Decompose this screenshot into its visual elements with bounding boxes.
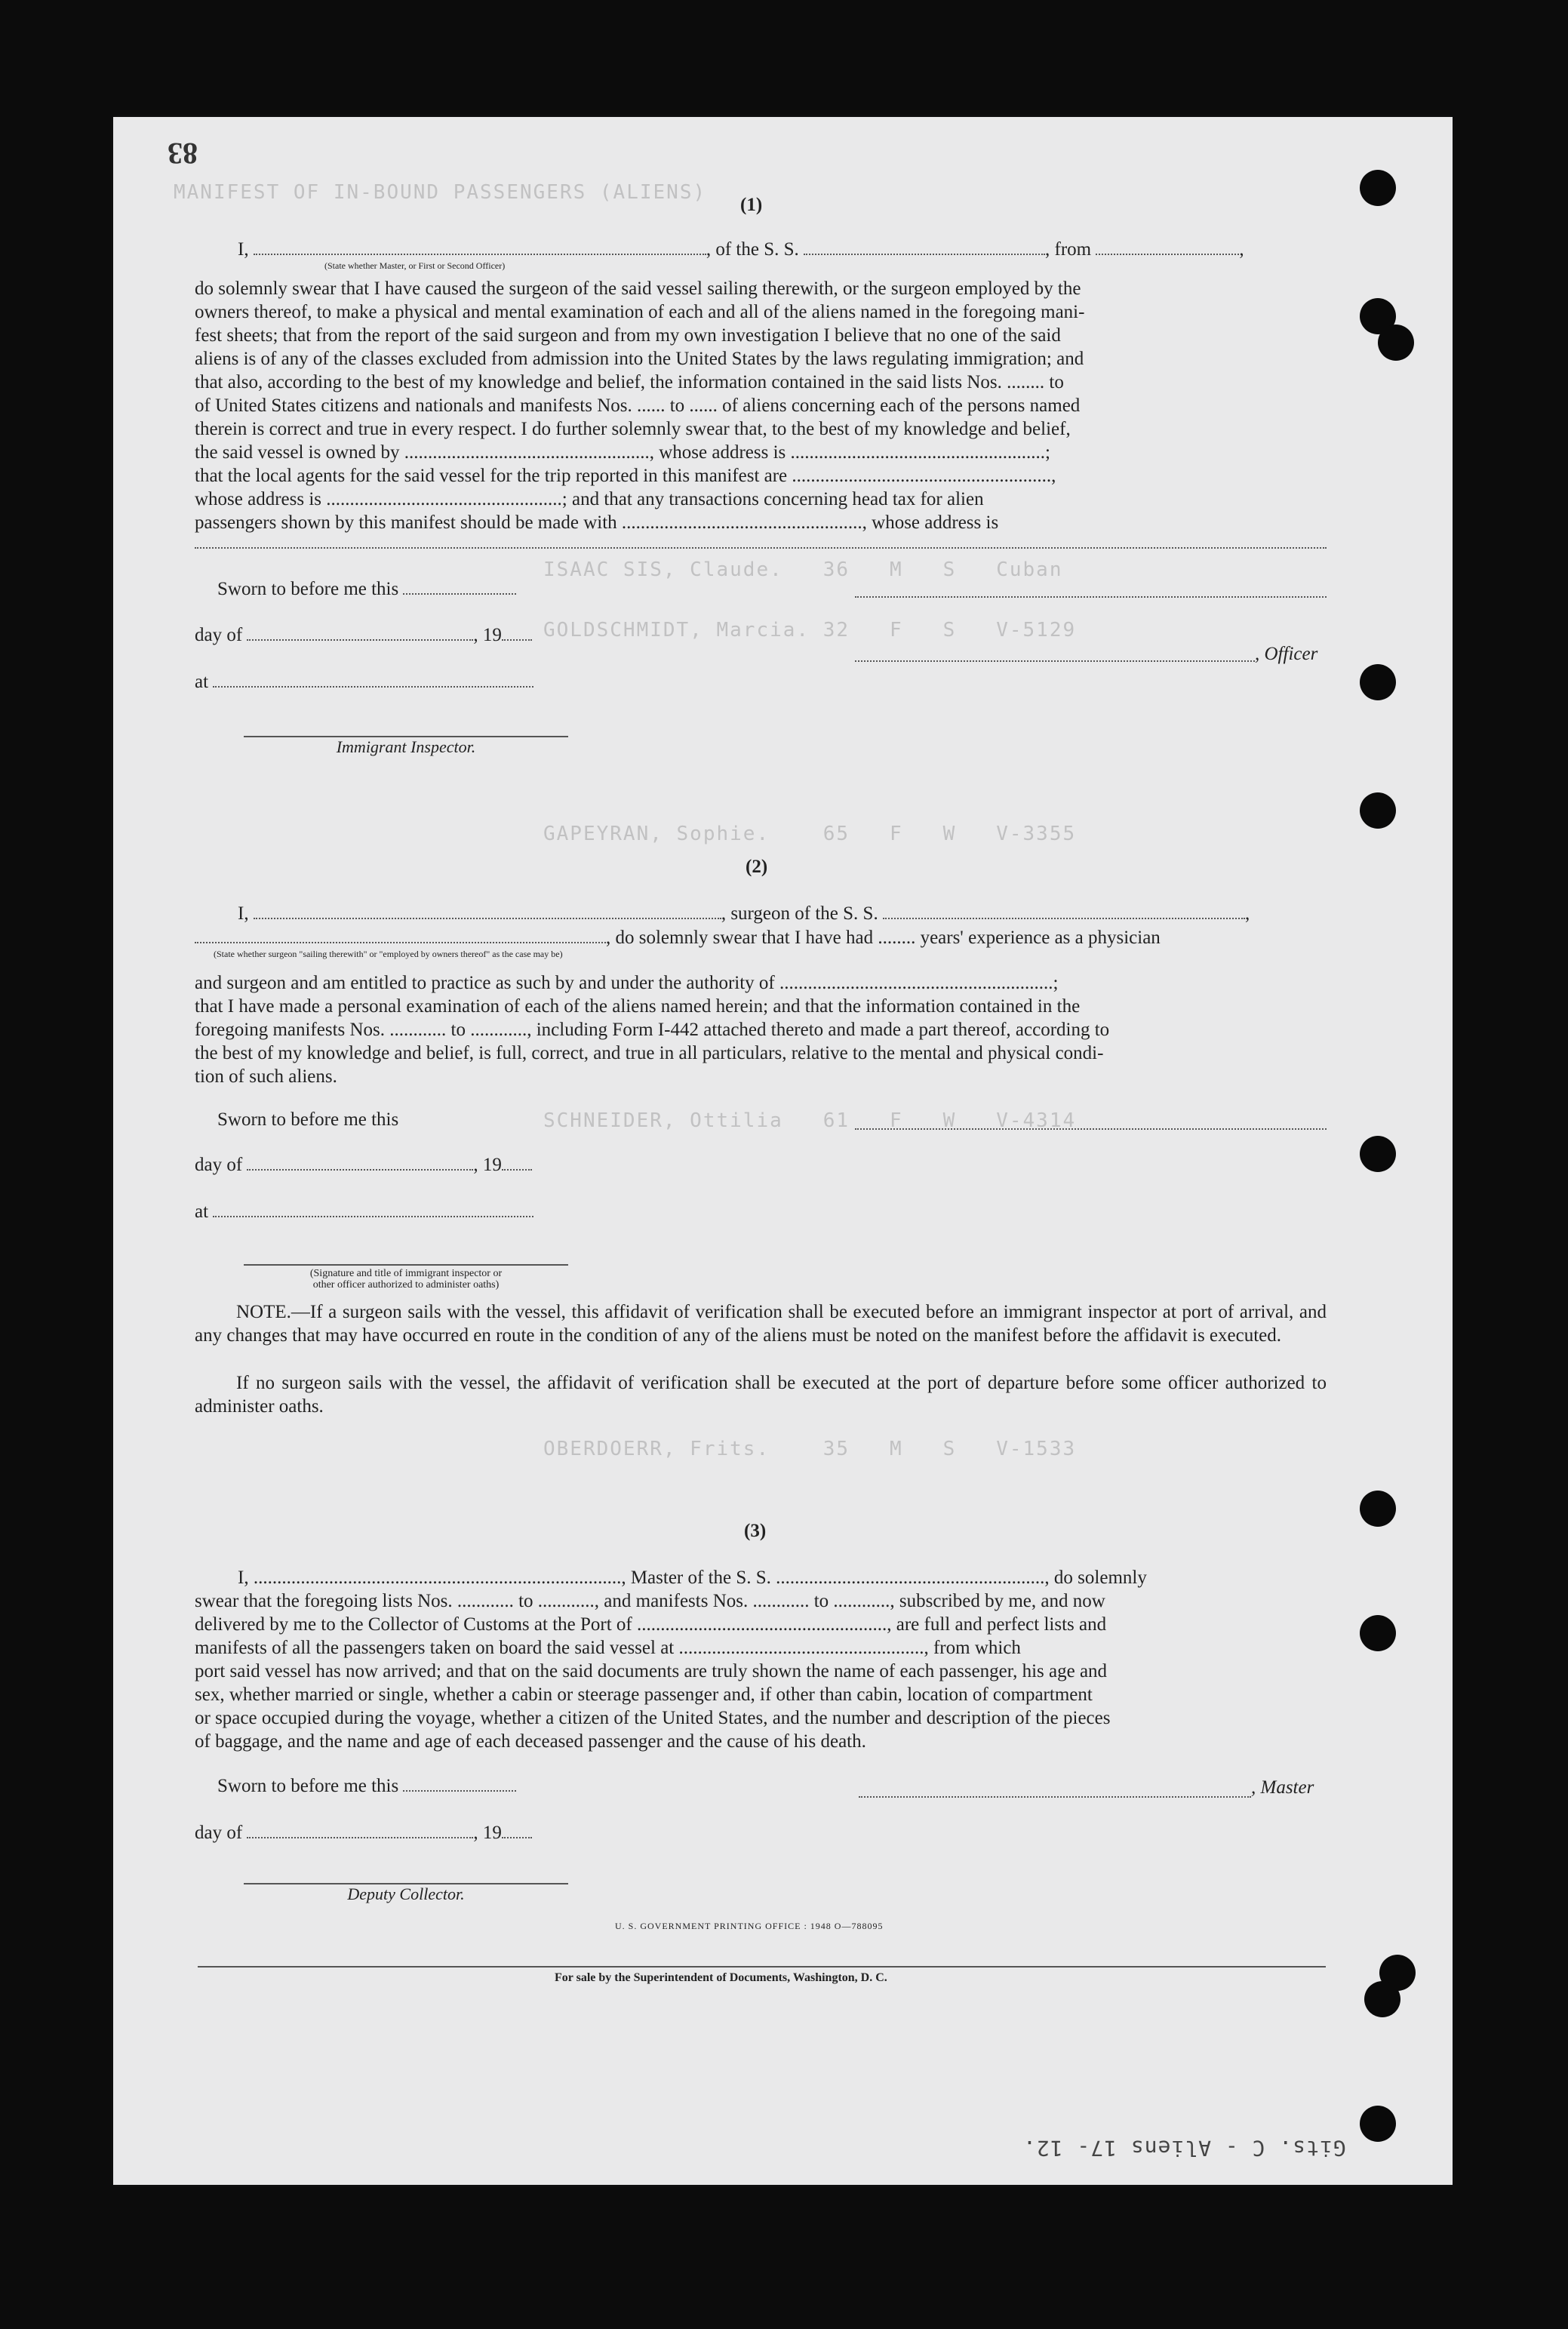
body-line: therein is correct and true in every respect. I do further solemnly swear that, to the best of my knowledge and belief, bbox=[195, 419, 1071, 439]
body-line: manifests of all the passengers taken on board the said vessel at ...................................................., from which bbox=[195, 1638, 1021, 1658]
body-line: do solemnly swear that I have caused the surgeon of the said vessel sailing therewith, or the surgeon employed by the bbox=[195, 278, 1081, 299]
surgeon-status-field[interactable] bbox=[195, 942, 606, 943]
note-text: —If a surgeon sails with the vessel, this affidavit of verification shall be executed before an immigrant inspector at port of arrival, and any changes that may have occurred en route in the condition of any of the aliens must be noted on the manifest before the affidavit is executed. bbox=[195, 1302, 1327, 1346]
vessel-name-field[interactable] bbox=[804, 254, 1045, 255]
printing-office-imprint: U. S. GOVERNMENT PRINTING OFFICE : 1948 O—788095 bbox=[615, 1921, 884, 1931]
day-of-label: day of bbox=[195, 625, 243, 645]
bleed-through-text: SCHNEIDER, Ottilia 61 F W V-4314 bbox=[543, 1109, 1077, 1132]
sworn-label: Sworn to before me this bbox=[217, 1109, 399, 1130]
body-line: sex, whether married or single, whether a cabin or steerage passenger and, if other than cabin, location of compartment bbox=[195, 1684, 1093, 1705]
sworn-row bbox=[217, 579, 516, 600]
line-label: , surgeon of the S. S. bbox=[721, 903, 878, 924]
binder-hole bbox=[1360, 792, 1396, 829]
section-2-line2 bbox=[195, 926, 1327, 949]
day-of-row bbox=[195, 1823, 532, 1844]
section-1-body bbox=[195, 277, 1327, 534]
for-sale-note: For sale by the Superintendent of Documents, Washington, D. C. bbox=[555, 1971, 887, 1984]
surgeon-name-field[interactable] bbox=[254, 918, 721, 919]
sworn-label: Sworn to before me this bbox=[217, 1776, 399, 1796]
section-3-body bbox=[195, 1566, 1327, 1753]
at-label: at bbox=[195, 672, 209, 692]
body-line: that the local agents for the said vessel for the trip reported in this manifest are ......................................................., bbox=[195, 466, 1056, 486]
body-line: of United States citizens and nationals and manifests Nos. ...... to ...... of aliens concerning each of the persons named bbox=[195, 395, 1081, 416]
section-1-line1: I, , of the S. S. , from , bbox=[238, 239, 1244, 260]
day-of-field[interactable] bbox=[247, 1837, 473, 1838]
signature-note-line: other officer authorized to administer oaths) bbox=[312, 1279, 500, 1291]
bottom-stamp: Gits. C - Aliens 17- 12. bbox=[1022, 2136, 1346, 2161]
note-paragraph bbox=[195, 1300, 1327, 1347]
binder-hole bbox=[1364, 1981, 1400, 2017]
bleed-through-text: MANIFEST OF IN-BOUND PASSENGERS (ALIENS) bbox=[174, 181, 707, 204]
at-row bbox=[195, 672, 533, 693]
line-label: I, bbox=[238, 239, 249, 260]
binder-hole bbox=[1360, 2106, 1396, 2142]
officer-label: , Officer bbox=[1255, 644, 1318, 664]
body-line: swear that the foregoing lists Nos. ............ to ............, and manifests Nos. ............ to ............, subscribed by me, and now bbox=[195, 1591, 1105, 1611]
day-of-field[interactable] bbox=[247, 1169, 473, 1171]
day-of-row bbox=[195, 1155, 532, 1176]
page-number-mark: 83 bbox=[168, 137, 198, 171]
signature-note-line: (Signature and title of immigrant inspector or bbox=[309, 1268, 503, 1279]
note-label: NOTE. bbox=[236, 1302, 291, 1322]
master-signature-line[interactable] bbox=[859, 1796, 1251, 1798]
binder-hole bbox=[1378, 325, 1414, 361]
sworn-row bbox=[217, 1776, 516, 1797]
bleed-through-text: GAPEYRAN, Sophie. 65 F W V-3355 bbox=[543, 823, 1077, 845]
line-label: I, bbox=[238, 903, 249, 924]
body-line: the said vessel is owned by ...................................................., whose address is ......................................................; bbox=[195, 442, 1050, 463]
sworn-row bbox=[217, 1109, 398, 1131]
section-2-body bbox=[195, 971, 1327, 1088]
bleed-through-text: GOLDSCHMIDT, Marcia. 32 F S V-5129 bbox=[543, 619, 1077, 641]
binder-hole bbox=[1360, 664, 1396, 700]
binder-hole bbox=[1360, 1491, 1396, 1527]
from-port-field[interactable] bbox=[1096, 254, 1239, 255]
binder-hole bbox=[1360, 1136, 1396, 1172]
section-1-state-note: (State whether Master, or First or Second Officer) bbox=[324, 260, 506, 271]
body-line: fest sheets; that from the report of the said surgeon and from my own investigation I believe that no one of the said bbox=[195, 325, 1061, 346]
day-of-label: day of bbox=[195, 1155, 243, 1175]
footer-rule bbox=[198, 1966, 1326, 1967]
year-prefix: , 19 bbox=[473, 625, 502, 645]
section-3-number: (3) bbox=[744, 1521, 767, 1541]
body-line: whose address is ..................................................; and that any transactions concerning head tax for alien bbox=[195, 489, 984, 509]
body-line: that also, according to the best of my knowledge and belief, the information contained in the said lists Nos. ........ to bbox=[195, 372, 1064, 392]
vessel-name-field[interactable] bbox=[883, 918, 1245, 919]
body-line: passengers shown by this manifest should be made with ..................................................., whose address is bbox=[195, 512, 999, 533]
body-line: I, .............................................................................., Master of the S. S. ........................................................., do solemnly bbox=[238, 1568, 1147, 1588]
note2-text: If no surgeon sails with the vessel, the affidavit of verification shall be executed at the port of departure before some officer authorized to administer oaths. bbox=[195, 1373, 1327, 1417]
body-line: port said vessel has now arrived; and that on the said documents are truly shown the name of each passenger, his age and bbox=[195, 1661, 1108, 1681]
line-text: , do solemnly swear that I have had ........ years' experience as a physician bbox=[606, 928, 1161, 948]
signature-note bbox=[244, 1268, 568, 1291]
body-line: tion of such aliens. bbox=[195, 1066, 337, 1087]
body-line: or space occupied during the voyage, whether a citizen of the United States, and the number and description of the pieces bbox=[195, 1708, 1111, 1728]
binder-hole bbox=[1360, 170, 1396, 206]
section-2-line1: I, , surgeon of the S. S. , bbox=[238, 903, 1250, 924]
sworn-day-field[interactable] bbox=[403, 593, 516, 595]
section-2-state-note: (State whether surgeon "sailing therewith" or "employed by owners thereof" as the case may be) bbox=[214, 949, 563, 959]
body-line: aliens is of any of the classes excluded from admission into the United States by the laws regulating immigration; and bbox=[195, 349, 1084, 369]
sworn-day-field[interactable] bbox=[403, 1790, 516, 1792]
section-1-number: (1) bbox=[740, 195, 763, 215]
officer-signature-line[interactable] bbox=[855, 596, 1327, 598]
body-line: of baggage, and the name and age of each deceased passenger and the cause of his death. bbox=[195, 1731, 866, 1752]
master-label: , Master bbox=[1251, 1777, 1314, 1798]
body-line: owners thereof, to make a physical and mental examination of each and all of the aliens named in the foregoing mani- bbox=[195, 302, 1085, 322]
day-of-label: day of bbox=[195, 1823, 243, 1843]
officer-rank-field[interactable] bbox=[254, 254, 706, 255]
body-line: the best of my knowledge and belief, is full, correct, and true in all particulars, relative to the mental and physical condi- bbox=[195, 1043, 1104, 1063]
year-field[interactable] bbox=[502, 639, 532, 641]
year-field[interactable] bbox=[502, 1169, 532, 1171]
at-row bbox=[195, 1201, 533, 1223]
day-of-field[interactable] bbox=[247, 639, 473, 641]
body-line: that I have made a personal examination of each of the aliens named herein; and that the information contained in the bbox=[195, 996, 1081, 1017]
officer-signature-line-2[interactable] bbox=[855, 660, 1255, 662]
sworn-label: Sworn to before me this bbox=[217, 579, 399, 599]
year-prefix: , 19 bbox=[473, 1155, 502, 1175]
at-field[interactable] bbox=[213, 1216, 533, 1217]
line-label: , of the S. S. bbox=[706, 239, 799, 260]
day-of-row bbox=[195, 625, 532, 646]
body-line: and surgeon and am entitled to practice as such by and under the authority of ..........................................................; bbox=[195, 973, 1059, 993]
year-prefix: , 19 bbox=[473, 1823, 502, 1843]
at-field[interactable] bbox=[213, 686, 533, 688]
blank-line[interactable] bbox=[195, 547, 1327, 549]
binder-hole bbox=[1360, 1615, 1396, 1651]
line-label: , from bbox=[1045, 239, 1092, 260]
body-line: foregoing manifests Nos. ............ to ............, including Form I-442 attached thereto and made a part thereof, according to bbox=[195, 1020, 1110, 1040]
deputy-collector-label: Deputy Collector. bbox=[347, 1884, 465, 1903]
note2-paragraph bbox=[195, 1371, 1327, 1418]
bleed-through-text: ISAAC SIS, Claude. 36 M S Cuban bbox=[543, 558, 1063, 581]
at-label: at bbox=[195, 1201, 209, 1222]
body-line: delivered by me to the Collector of Customs at the Port of ....................................................., are full and perfect lists and bbox=[195, 1614, 1107, 1635]
inspector-signature-line[interactable] bbox=[244, 1264, 568, 1266]
year-field[interactable] bbox=[502, 1837, 532, 1838]
signature-line[interactable] bbox=[855, 1128, 1327, 1130]
section-2-number: (2) bbox=[746, 857, 768, 877]
inspector-label: Immigrant Inspector. bbox=[336, 737, 476, 756]
bleed-through-text: OBERDOERR, Frits. 35 M S V-1533 bbox=[543, 1438, 1077, 1460]
